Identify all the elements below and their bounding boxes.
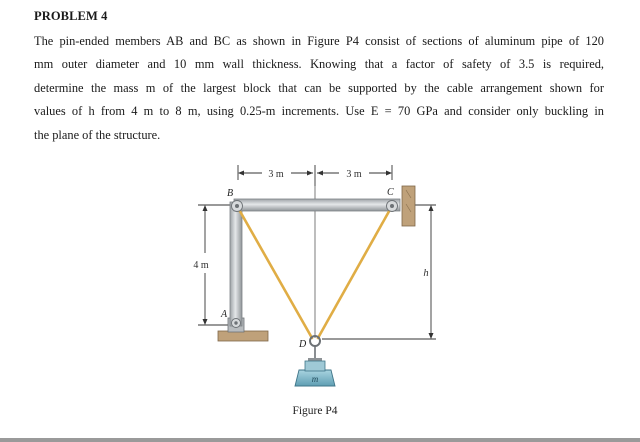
statement-line-3: determine the mass m of the largest block that can be supported by the cable arrangement shown for — [34, 80, 604, 95]
label-d: D — [299, 339, 307, 350]
bottom-rule — [0, 438, 640, 442]
member-bc — [234, 199, 400, 211]
pin-c — [387, 201, 398, 212]
statement-line-5: the plane of the structure. — [34, 127, 161, 142]
member-ab — [230, 202, 242, 326]
statement-line-1: The pin-ended members AB and BC as shown in Figure P4 consist of sections of aluminum pipe of 120 — [34, 34, 604, 48]
dim-label-3m-right: 3 m — [346, 169, 362, 180]
dimension-right-h — [322, 205, 436, 339]
cables — [237, 206, 392, 338]
wall-support-c — [402, 186, 415, 226]
pin-a — [232, 319, 241, 328]
label-a: A — [221, 309, 228, 320]
block-label-m: m — [311, 374, 319, 384]
dim-label-h: h — [423, 268, 429, 279]
dimension-top — [238, 165, 392, 186]
statement-line-4: values of h from 4 m to 8 m, using 0.25-m increments. Use E = 70 GPa and consider only buckling in — [34, 104, 604, 119]
dim-label-4m: 4 m — [193, 260, 209, 271]
dim-label-3m-left: 3 m — [268, 169, 284, 180]
pin-b — [232, 201, 243, 212]
ring-d — [308, 336, 322, 362]
label-b: B — [227, 188, 234, 199]
figure-caption: Figure P4 — [292, 405, 338, 417]
label-c: C — [387, 187, 394, 198]
problem-title: PROBLEM 4 — [34, 9, 108, 23]
statement-line-2: mm outer diameter and 10 mm wall thickness. Knowing that a factor of safety of 3.5 is required, — [34, 57, 604, 72]
ground-support-a — [218, 318, 268, 341]
